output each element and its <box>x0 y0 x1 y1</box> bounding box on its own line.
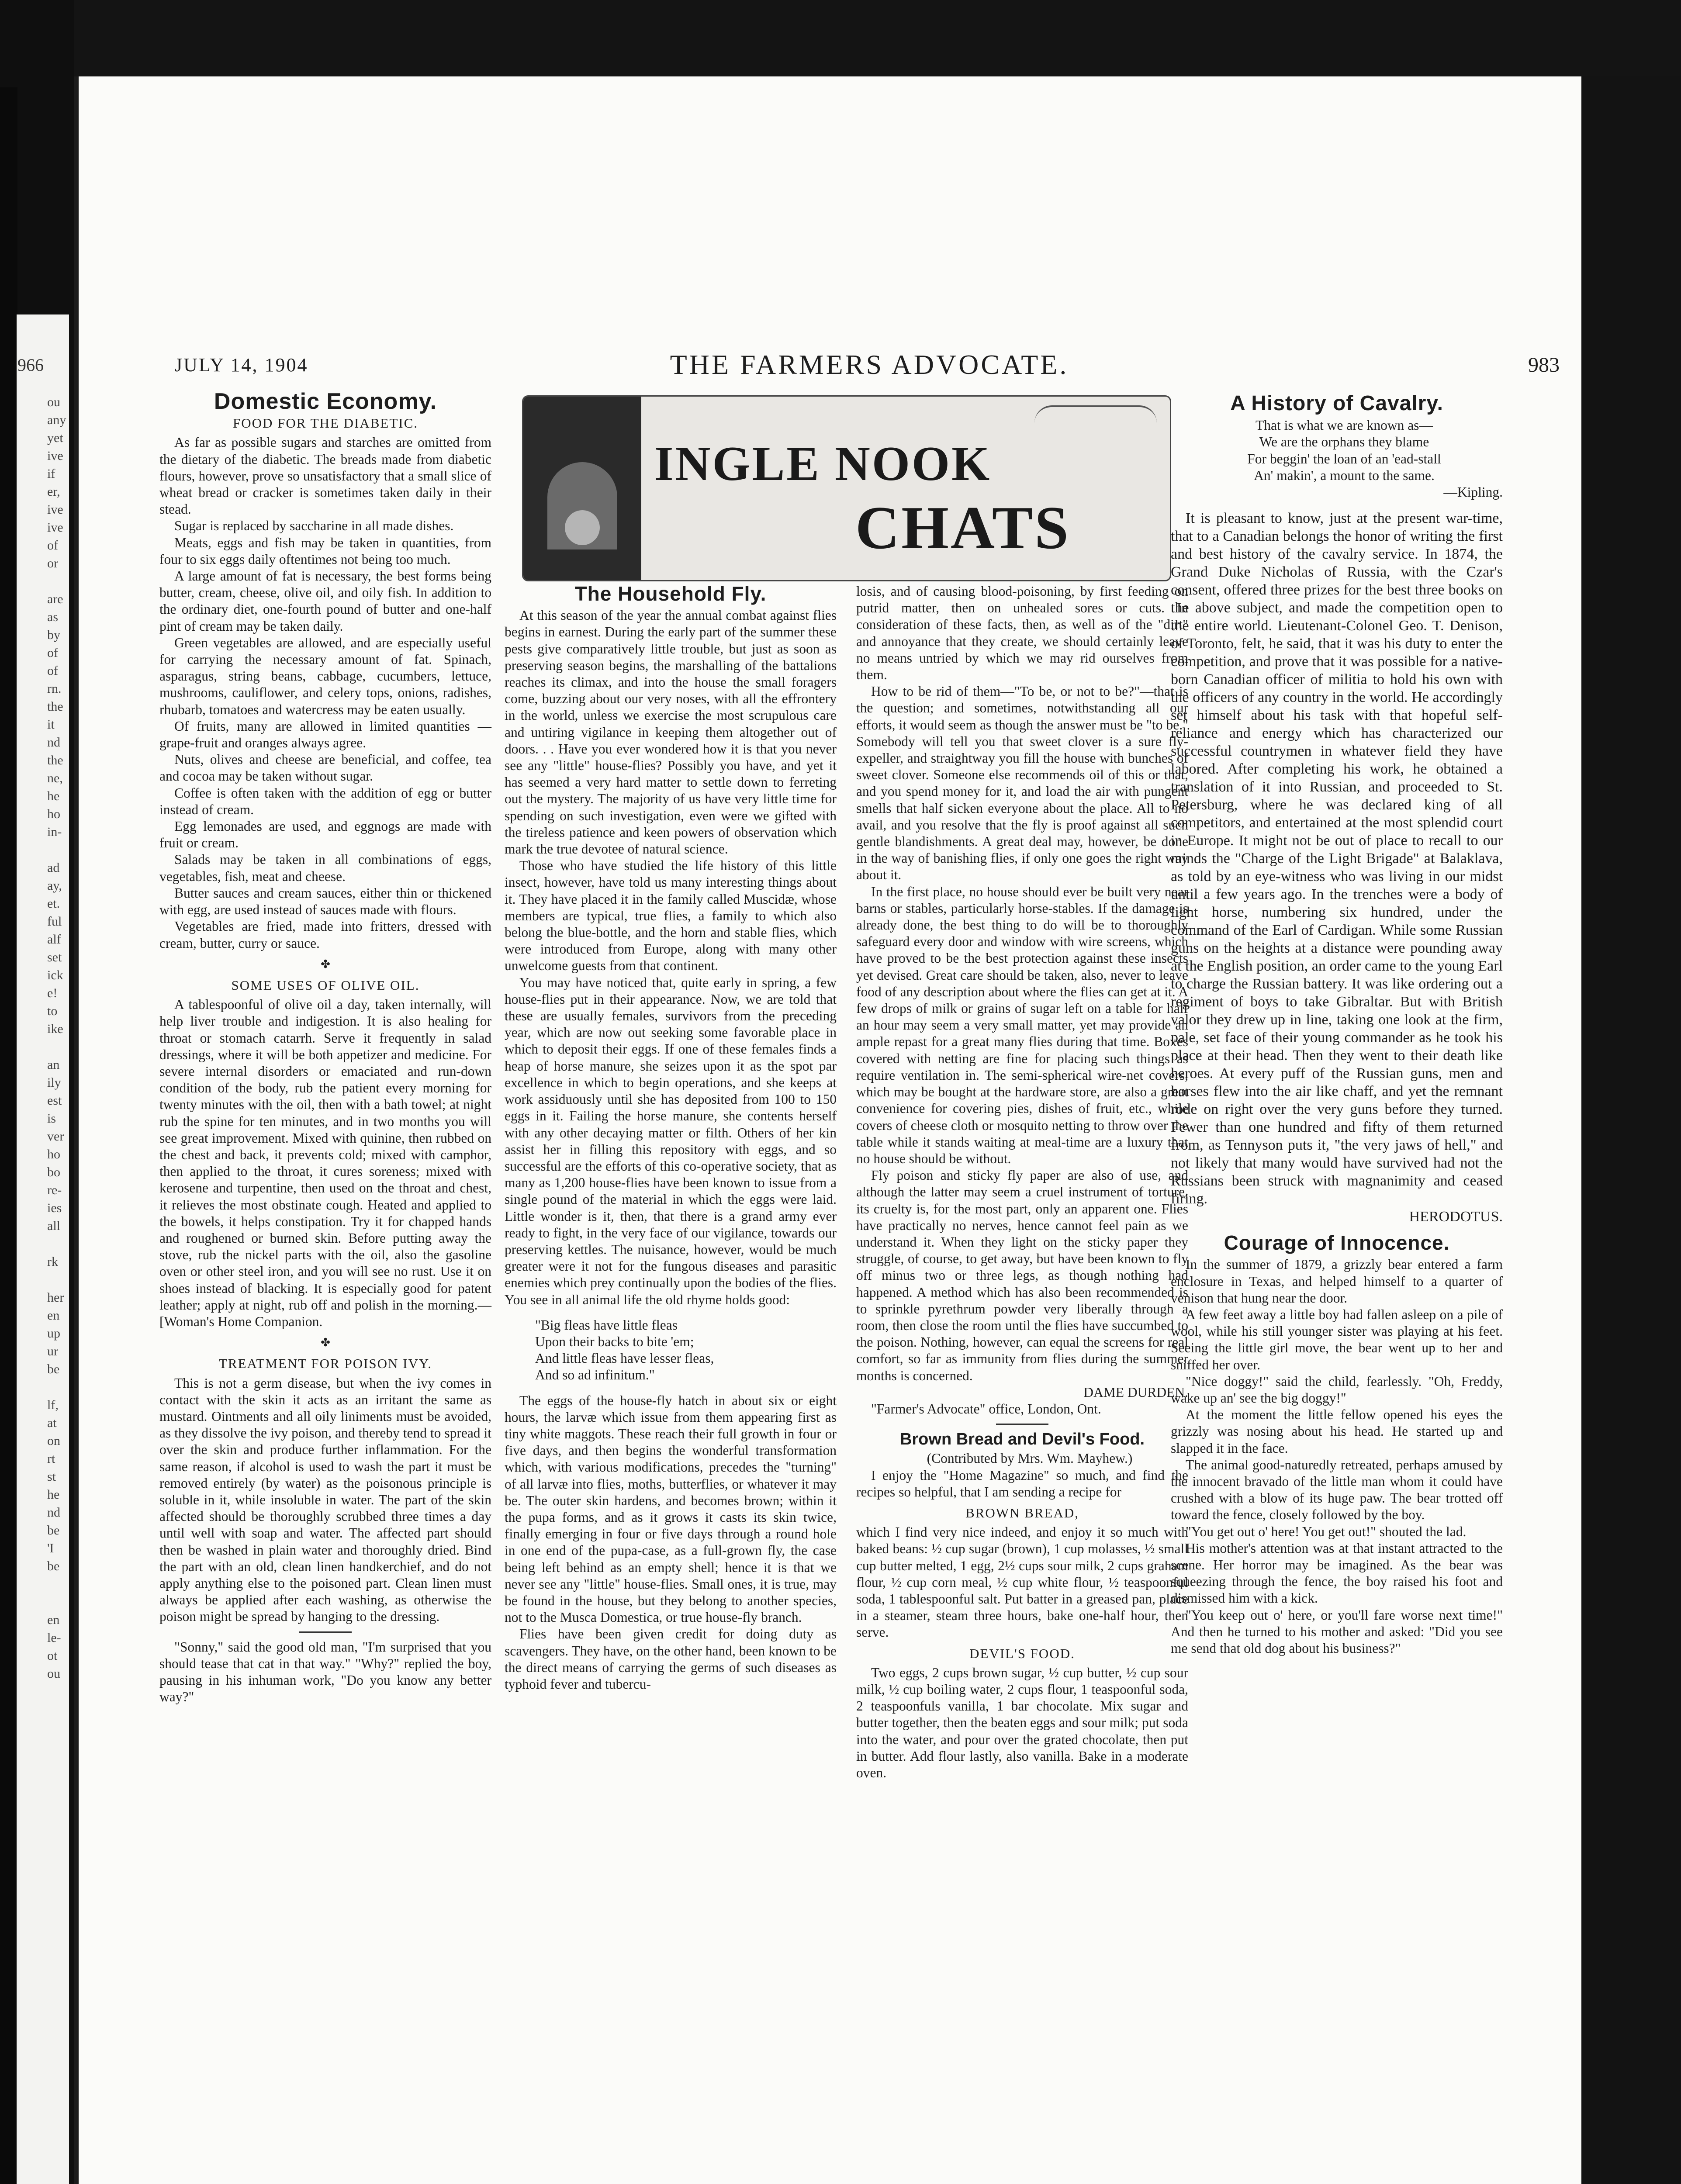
section-heading: DEVIL'S FOOD. <box>969 1645 1075 1661</box>
signature: HERODOTUS. <box>1409 1209 1503 1225</box>
banner-title-line1: INGLE NOOK <box>654 437 992 491</box>
verse-line: And so ad infinitum." <box>535 1367 655 1383</box>
previous-page-number: 966 <box>17 355 44 375</box>
masthead-title: THE FARMERS ADVOCATE. <box>670 349 1069 380</box>
page-header <box>175 349 1564 388</box>
paragraph: In the first place, no house should ever be built very near barns or stables, particularly horse-stables. If the damage is already done, the best thing to do will be to thoroughly safeguard every door and window with wire screens, which have proved to be the best protection against these insects yet devised. Great care should be taken, also, never to leave food of any description about where the flies can get at it. A few drops of milk or grains of sugar left on a table for half an hour may seem a very small matter, yet may provide an ample repast for a great many flies during that time. Boxes covered with netting are fine for placing such things as require ventilation in. The semi-spherical wire-net covers, which may be bought at the hardware store, are also a great convenience for covering pies, dishes of fruit, etc., while covers of cheese cloth or mosquito netting to throw over the table while it stands waiting at meal-time are a luxury that no house should be without. <box>856 884 1188 1166</box>
paragraph: Green vegetables are allowed, and are especially useful for carrying the necessary amount of fat. Spinach, asparagus, string beans, cabbage, cucumbers, lettuce, mushrooms, cauliflower, and celery tops, onions, radishes, rhubarb, tomatoes and watercress may be eaten usually. <box>159 635 491 717</box>
paragraph: A few feet away a little boy had fallen asleep on a pile of wool, while his still younger sister was playing at his feet. Seeing the little girl move, the bear went up to her and sniffed her over. <box>1171 1307 1503 1372</box>
paragraph: Of fruits, many are allowed in limited quantities — grape-fruit and oranges always agree. <box>159 718 491 751</box>
verse-line: And little fleas have lesser fleas, <box>535 1351 714 1366</box>
paragraph: "Nice doggy!" said the child, fearlessly. "Oh, Freddy, wake up an' see the big doggy!" <box>1171 1373 1503 1406</box>
column-household-fly <box>505 582 837 1693</box>
section-heading: SOME USES OF OLIVE OIL. <box>231 977 420 993</box>
divider-rule <box>996 1424 1048 1425</box>
previous-page-text: ou any yet ive if er, ive ive of or are as by of of rn. the it nd the ne, he ho in- ad ay, et. ful alf set ick e! to ike an ily est is ver ho bo re- ies all rk her en up ur be lf, at on rt st he nd be 'I be en le- ot ou <box>47 395 66 1681</box>
paragraph: Butter sauces and cream sauces, either thin or thickened with egg, are used instead of sauces made with flours. <box>159 885 491 918</box>
verse-line: We are the orphans they blame <box>1259 434 1429 450</box>
scroll-ornament-icon <box>1034 405 1157 425</box>
paragraph: You may have noticed that, quite early in spring, a few house-flies put in their appearance. Now, we are told that these are usually females, survivors from the preceding year, which are now out seeking some favorable place in which to deposit their eggs. If one of these females finds a heap of horse manure, she seizes upon it as the spot par excellence in which to begin operations, and she keeps at work assiduously until she has deposited from 100 to 150 eggs in it. Failing the horse manure, she contents herself with any other decaying matter or filth. Others of her kin assist her in filling this repository with eggs, and so successful are the efforts of this co-operative society, that as many as 1,200 house-flies have been known to issue from a single pound of the material in which the eggs were laid. Little wonder is it, then, that there is a grand army ever ready to fight, in the very face of our vigilance, towards our preserving kettles. The nuisance, however, would be much greater were it not for the fungous diseases and parasitic enemies which prey continually upon the bodies of the flies. You see in all animal life the old rhyme holds good: <box>505 975 837 1307</box>
verse-line: An' makin', a mount to the same. <box>1254 467 1435 483</box>
fire-glow-icon <box>565 510 600 545</box>
section-heading: TREATMENT FOR POISON IVY. <box>218 1356 432 1372</box>
paragraph: In the summer of 1879, a grizzly bear entered a farm enclosure in Texas, and helped himself to a quarter of venison that hung near the door. <box>1171 1257 1503 1306</box>
page-number: 983 <box>1528 353 1560 377</box>
signature: DAME DURDEN. <box>1083 1384 1188 1400</box>
paragraph: At this season of the year the annual combat against flies begins in earnest. During the early part of the summer these pests give comparatively little trouble, but just as soon as preserving season begins, the marshalling of the battalions reaches its climax, and into the house the small foragers come, buzzing about our very noses, with all the effrontery in the world, unless we exercise the most scrupulous care and untiring vigilance in keeping them altogether out of doors. . . Have you ever wondered how it is that you never see any "little" house-flies? Possibly you have, and yet it has seemed a very hard matter to settle down to ferreting out the mystery. The majority of us have very little time for spending on such investigation, even were we gifted with the tireless patience and keen powers of observation which mark the true devotee of natural science. <box>505 608 837 857</box>
verse-line: "Big fleas have little fleas <box>535 1317 678 1333</box>
verse-line: That is what we are known as— <box>1256 418 1433 433</box>
paragraph: A tablespoonful of olive oil a day, taken internally, will help liver trouble and indigestion. It is also healing for throat or stomach catarrh. Serve it frequently in salad dressings, where it will be both appetizer and medicine. For severe internal disorders or emaciated and run-down condition of the body, rub the patient every morning for twenty minutes with the oil, then with a bath towel; at night rub the spine for ten minutes, and in two months you will see great improvement. Mixed with quinine, then rubbed on the chest and back, it prevents cold; mixed with camphor, then applied to the throat, it cures soreness; mixed with kerosene and turpentine, then used on the throat and chest, it relieves the most obstinate cough. Heated and applied to the bowels, it helps constipation. Try it for chapped hands and roughened or burned skin. Before putting away the stove, rub the nickel parts with the oil, also the gasoline oven or other steel iron, and you will see no rust. Use it on shoes instead of blacking. It is especially good for patent leather; apply at night, rub off and polish in the morning.—[Woman's Home Companion. <box>159 997 491 1329</box>
ornament-divider-icon: ✤ <box>321 1336 330 1349</box>
banner-title-line2: CHATS <box>855 494 1070 562</box>
previous-page-edge <box>17 314 69 2184</box>
paragraph: Vegetables are fried, made into fritters, dressed with cream, butter, curry or sauce. <box>159 919 491 951</box>
paragraph: "Sonny," said the good old man, "I'm surprised that you should tease that cat in that way." "Why?" replied the boy, pausing in his inhuman work, "Do you know any better way?" <box>159 1639 491 1705</box>
paragraph: The animal good-naturedly retreated, perhaps amused by the innocent bravado of the little man whom it could have crushed with a blow of its huge paw. The bear trotted off toward the fence, closely followed by the boy. <box>1171 1457 1503 1523</box>
paragraph: Meats, eggs and fish may be taken in quantities, from four to six eggs daily oftentimes not being too much. <box>159 535 491 567</box>
verse-attribution: —Kipling. <box>1443 484 1503 500</box>
paragraph: His mother's attention was at that instant attracted to the scene. Her horror may be imagined. As the bear was squeezing through the fence, the boy raised his foot and dismissed him with a kick. <box>1171 1540 1503 1606</box>
paragraph: "You keep out o' here, or you'll fare worse next time!" And then he turned to his mother and asked: "Did you see me send that old dog about his business?" <box>1171 1607 1503 1656</box>
section-heading: BROWN BREAD, <box>965 1505 1079 1521</box>
paragraph: As far as possible sugars and starches are omitted from the dietary of the diabetic. The breads made from diabetic flours, however, prove so unsatisfactory that a small slice of wheat bread or cracker is sometimes taken daily in their stead. <box>159 435 491 517</box>
paragraph: Nuts, olives and cheese are beneficial, and coffee, tea and cocoa may be taken without sugar. <box>159 752 491 784</box>
column-domestic-economy <box>159 389 491 1705</box>
paragraph: How to be rid of them—"To be, or not to be?"—that is the question; and sometimes, notwithstanding all our efforts, it would seem as though the answer must be "to be." Somebody will tell you that sweet clover is a sure fly-expeller, and straightway you fill the house with bunches of sweet clover. Someone else recommends oil of this or that, and you spend money for it, and load the air with pungent smells that half sicken everyone about the place. All to no avail, and you resolve that the fly is proof against all such gentle blandishments. A great deal may, however, be done in the way of banishing flies, if only one goes the right way about it. <box>856 684 1188 883</box>
fireplace-illustration <box>523 397 641 580</box>
paragraph: I enjoy the "Home Magazine" so much, and find the recipes so helpful, that I am sending a recipe for <box>856 1467 1188 1500</box>
article-title: Domestic Economy. <box>214 389 437 414</box>
ingle-nook-chats-banner <box>522 395 1171 581</box>
article-title: Brown Bread and Devil's Food. <box>899 1430 1145 1449</box>
paragraph: At the moment the little fellow opened his eyes the grizzly was nosing about his head. He started up and slapped it in the face. <box>1171 1407 1503 1456</box>
scan-border-right <box>1581 76 1681 2184</box>
paragraph: which I find very nice indeed, and enjoy it so much with baked beans: ½ cup sugar (brown), 1 cup molasses, ½ small cup butter melted, 1 egg, 2½ cups sour milk, 2 cups graham flour, ½ cup corn meal, ½ cup white flour, ½ teaspoonful soda, 1 tablespoonful salt. Put batter in a greased pan, place in a steamer, steam three hours, bake one-half hour, then serve. <box>856 1524 1188 1640</box>
column-fly-continued <box>856 583 1188 1781</box>
verse-line: Upon their backs to bite 'em; <box>535 1334 694 1349</box>
ornament-divider-icon: ✤ <box>321 957 330 971</box>
paragraph: losis, and of causing blood-poisoning, by first feeding on putrid matter, then on unhealed sores or cuts. In consideration of these facts, then, as well as of the "dirt" and annoyance that they create, we should certainly leave no means untried by which we may rid ourselves from them. <box>856 584 1188 683</box>
paragraph: This is not a germ disease, but when the ivy comes in contact with the skin it acts as an irritant the same as mustard. Ointments and all oily liniments must be avoided, as they dissolve the ivy poison, and thereby tend to spread it over the skin and produce further inflammation. For the same reason, if alcohol is used to wash the part it must be removed entirely (by water) as the poisonous principle is soluble in it, while insoluble in water. The part of the skin affected should be thoroughly scrubbed three times a day until well with soap and water. The affected part should then be washed in plain water and thoroughly dried. Bind the part with an old, clean linen handkerchief, and do not apply anything else to the poisoned part. Clean linen must always be applied after each washing, as otherwise the poison might be spread by hanging to the dressing. <box>159 1375 491 1624</box>
signature-address: "Farmer's Advocate" office, London, Ont. <box>871 1401 1101 1417</box>
paragraph: Fly poison and sticky fly paper are also of use, and although the latter may seem a cruel instrument of torture, its cruelty is, for the most part, only an apparent one. Flies have practically no nerves, hence cannot feel pain as we understand it. When they light on the sticky paper they struggle, of course, to get away, but have been known to fly off minus two or three legs, as though nothing had happened. A method which has also been recommended is to sprinkle pyrethrum powder very liberally through a room, then close the room until the flies have succumbed to the poison. Nothing, however, can equal the screens for real comfort, so far as immunity from flies during the summer months is concerned. <box>856 1168 1188 1383</box>
paragraph: Salads may be taken in all combinations of eggs, vegetables, fish, meat and cheese. <box>159 852 491 884</box>
paragraph: Egg lemonades are used, and eggnogs are made with fruit or cream. <box>159 819 491 851</box>
paragraph: It is pleasant to know, just at the present war-time, that to a Canadian belongs the honor of writing the first and best history of the cavalry service. In 1874, the Grand Duke Nicholas of Russia, with the Czar's consent, offered three prizes for the best three books on the above subject, and made the competition open to the entire world. Lieutenant-Colonel Geo. T. Denison, of Toronto, felt, he said, that it was his duty to enter the competition, and prove that it was possible for a native-born Canadian officer of militia to hold his own with the officers of any country in the world. He accordingly set himself about his task with that hopeful self-reliance and energy which has characterized our successful countrymen in whatever field they have labored. After completing his work, he obtained a translation of it into Russian, and proceeded to St. Petersburg, where he was declared king of all competitors, and entertained at the most splendid court in Europe. It might not be out of place to recall to our minds the "Charge of the Light Brigade" at Balaklava, as told by an eye-witness who was living in our midst until a few years ago. In the trenches were a body of light horse, numbering six hundred, under the command of the Earl of Cardigan. While some Russian guns on the heights at a distance were pounding away at the English position, an order came to the young Earl to charge the Russian battery. It was like ordering out a regiment of boys to take Gibraltar. But with British valor they drew up in line, taking one look at the firm, pale, set face of their young commander as he took his place at their head. Then they went to their death like heroes. At every puff of the Russian guns, men and horses flew into the air like chaff, and yet the remnant rode on right over the very guns before they turned. Fewer than one hundred and fifty of them returned from, as Tennyson puts it, "the very jaws of hell," and not likely that many would have survived had not the Russians been struck with magnanimity and ceased firing. <box>1171 510 1503 1207</box>
article-title: The Household Fly. <box>574 582 767 605</box>
article-title: Courage of Innocence. <box>1224 1231 1450 1254</box>
paragraph: "You get out o' here! You get out!" shouted the lad. <box>1186 1524 1467 1539</box>
section-heading: FOOD FOR THE DIABETIC. <box>232 415 419 431</box>
column-history-of-cavalry <box>1171 392 1503 1657</box>
paragraph: The eggs of the house-fly hatch in about six or eight hours, the larvæ which issue from them appearing first as tiny white maggots. These reach their full growth in four or five days, and then begins the wonderful transformation which, with various modifications, precedes the "turning" of all larvæ into flies, moths, butterflies, or whatever it may be. The outer skin hardens, and becomes brown; within it the pupa forms, and as it grows it casts its skin twice, finally emerging in four or five days through a round hole in one end of the pupa-case, as a full-grown fly, the case being left behind as an empty shell; hence it is that we never see any "little" house-flies. Small ones, it is true, may be found in the house, but they belong to another species, not to the Musca Domestica, or true house-fly branch. <box>505 1393 837 1625</box>
issue-date: JULY 14, 1904 <box>175 354 308 376</box>
article-title: A History of Cavalry. <box>1230 392 1443 415</box>
paragraph: A large amount of fat is necessary, the best forms being butter, cream, cheese, olive oil, and oily fish. In addition to the ordinary diet, one-fourth pound of butter and one-half pint of cream may be taken daily. <box>159 568 491 634</box>
paragraph: Sugar is replaced by saccharine in all made dishes. <box>174 518 454 534</box>
paragraph: Two eggs, 2 cups brown sugar, ½ cup butter, ½ cup sour milk, ½ cup boiling water, 2 cups flour, 1 teaspoonful soda, 2 teaspoonfuls vanilla, 1 bar chocolate. Mix sugar and butter together, then the beaten eggs and sour milk; put soda into the water, and pour over the grated chocolate, then put in butter. Add flour lastly, also vanilla. Bake in a moderate oven. <box>856 1665 1188 1781</box>
scan-border-top <box>74 0 1681 76</box>
verse-line: For beggin' the loan of an 'ead-stall <box>1247 451 1441 467</box>
divider-rule <box>299 1631 352 1633</box>
paragraph: Those who have studied the life history of this little insect, however, have told us many interesting things about it. They have placed it in the family called Muscidæ, whose members are typical, true flies, a family to which also belong the blue-bottle, and the horn and stable flies, which were introduced from Europe, along with many other unwelcome guests from that continent. <box>505 858 837 974</box>
paragraph: Flies have been given credit for doing duty as scavengers. They have, on the other hand, been known to be the direct means of carrying the germs of such diseases as typhoid fever and tubercu- <box>505 1626 837 1692</box>
book-spine <box>0 87 17 2184</box>
byline: (Contributed by Mrs. Wm. Mayhew.) <box>927 1451 1133 1466</box>
paragraph: Coffee is often taken with the addition of egg or butter instead of cream. <box>159 785 491 817</box>
